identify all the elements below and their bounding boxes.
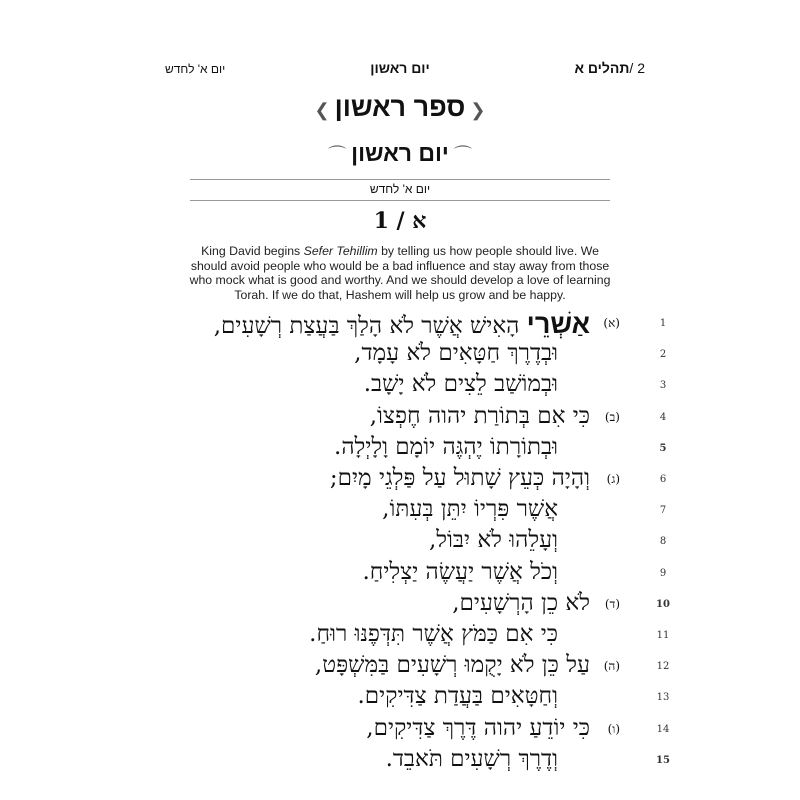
verse-text [315, 652, 590, 678]
running-header-left: יום א' לחדש [165, 62, 226, 76]
verse-label: (ב) [604, 409, 620, 424]
verse-label: (ו) [607, 721, 620, 736]
verse-line [0, 559, 800, 588]
verse-text [370, 403, 590, 429]
day-title [0, 140, 800, 167]
verse-text: וּבְמוֹשַׁב לֵצִים לֹא יָשָׁב. [363, 371, 558, 398]
intro-text: King David begins [201, 244, 304, 258]
verse-line [0, 652, 800, 681]
line-number: 4 [659, 411, 667, 423]
verse-text [330, 465, 590, 491]
verse-line [0, 683, 800, 712]
verse-text: וּבְתוֹרָתוֹ יֶהְגֶּה יוֹמָם וָלָיְלָה. [334, 433, 558, 460]
verse-line [0, 309, 800, 338]
verse-line [0, 465, 800, 494]
verse-label: (א) [603, 316, 620, 330]
verse-text: כִּי אִם כַּמֹּץ אֲשֶׁר תִּדְּפֶנּוּ רוּחַ. [309, 621, 558, 647]
line-number: 3 [659, 380, 667, 392]
opening-word: אַשְׁרֵי [526, 309, 590, 339]
verse-text: וּבְדֶרֶךְ חַטָּאִים לֹא עָמָד, [354, 340, 558, 367]
verse-label: (ה) [603, 659, 620, 674]
line-number: 11 [656, 630, 670, 641]
verse-text: וְעָלֵהוּ לֹא יִבּוֹל, [428, 527, 558, 554]
verse-text-body: הָאִישׁ אֲשֶׁר לֹא הָלַךְ בַּעֲצַת רְשָׁעִים, [213, 313, 527, 339]
intro-text: by telling us how people should live. We should avoid people who would be a bad influence and stay away from those who mock what is good and worthy. And we should develop a love of learning Torah. If we do that, Hashem will help us grow and be happy. [189, 244, 611, 302]
verse-text: וְחַטָּאִים בַּעֲדַת צַדִּיקִים. [357, 683, 558, 710]
flourish-icon: ⌒ [448, 145, 472, 165]
verse-label: (ג) [606, 472, 620, 486]
verse-text-body: כִּי יוֹדֵעַ יהוה דֶּרֶךְ צַדִּיקִים, [366, 714, 590, 741]
book-title [0, 92, 800, 123]
line-number: 9 [659, 567, 667, 579]
verse-line [0, 590, 800, 619]
line-number: 2 [659, 349, 667, 361]
chapter-intro [185, 244, 615, 302]
line-number: 15 [656, 754, 670, 766]
verse-line [0, 621, 800, 650]
line-number: 10 [656, 598, 670, 610]
chapter-heading: 1 / א [373, 208, 427, 234]
book-title-text: ספר ראשון [334, 92, 466, 122]
line-number: 6 [659, 474, 667, 485]
flourish-icon: ⌒ [328, 145, 352, 165]
month-day-label: יום א' לחדש [369, 182, 431, 196]
verse-line [0, 527, 800, 556]
book-name: תהלים א [574, 60, 630, 76]
verse-text-body: עַל כֵּן לֹא יָקֻמוּ רְשָׁעִים בַּמִּשְׁפָּט, [314, 652, 590, 679]
line-number: 8 [659, 536, 667, 548]
verse-line [0, 371, 800, 400]
verse-line [0, 403, 800, 432]
verse-line [0, 746, 800, 775]
verse-line [0, 434, 800, 463]
verse-text: וְכֹל אֲשֶׁר יַעֲשֶׂה יַצְלִיחַ. [362, 558, 558, 585]
ornament-icon: ❯ [314, 100, 335, 120]
day-title-text: יום ראשון [351, 140, 449, 166]
divider [190, 200, 610, 201]
intro-italic: Sefer Tehillim [303, 244, 378, 258]
verse-text: וְדֶרֶךְ רְשָׁעִים תֹּאבֵד. [385, 745, 558, 772]
verse-line [0, 496, 800, 525]
line-number: 13 [656, 692, 670, 704]
verse-text-body: לֹא כֵן הָרְשָׁעִים, [452, 589, 590, 616]
line-number: 7 [659, 505, 667, 517]
line-number: 14 [656, 723, 670, 735]
verse-text-body: וְהָיָה כְּעֵץ שָׁתוּל עַל פַּלְגֵי מָיִם; [329, 465, 590, 491]
running-header-right [574, 60, 645, 76]
page-number: 2 / [629, 60, 645, 76]
verse-line [0, 340, 800, 369]
verse-text [366, 715, 590, 741]
verse-text: אֲשֶׁר פִּרְיוֹ יִתֵּן בְּעִתּוֹ, [382, 496, 558, 523]
line-number: 12 [656, 661, 670, 673]
verse-text [214, 309, 590, 340]
line-number: 5 [659, 442, 667, 454]
running-header-center: יום ראשון [370, 60, 430, 76]
ornament-icon: ❮ [465, 100, 486, 120]
verse-label: (ד) [604, 596, 620, 611]
verse-line [0, 715, 800, 744]
verse-text-body: כִּי אִם בְּתוֹרַת יהוה חֶפְצוֹ, [369, 402, 590, 429]
verse-text [452, 590, 590, 616]
line-number: 1 [659, 318, 667, 329]
divider [190, 179, 610, 180]
